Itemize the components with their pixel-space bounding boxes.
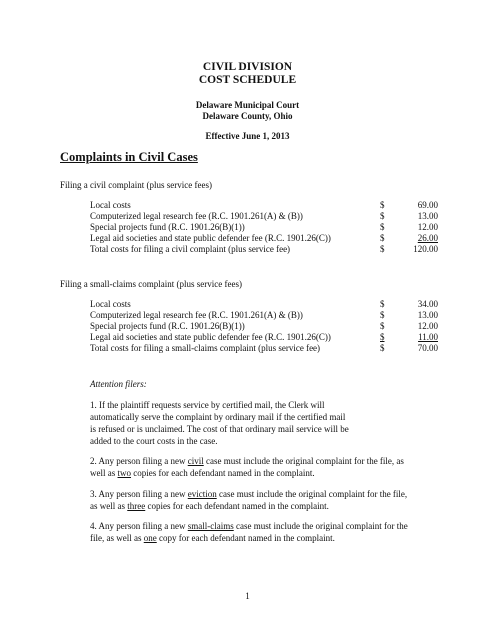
note-emphasis: eviction <box>187 489 217 499</box>
attention-text: Attention filers <box>90 379 144 389</box>
civil-intro: Filing a civil complaint (plus service fees) <box>60 180 212 190</box>
small-claims-fee-label: Local costs <box>90 299 131 309</box>
note-text: case must include the original complaint for the file, <box>216 489 408 499</box>
civil-fee-amount <box>380 200 438 211</box>
note-text: case must include the original complaint for the file, as <box>203 456 404 466</box>
note-1-line-3: is refused or is unclaimed. The cost of that ordinary mail service will be <box>90 424 349 434</box>
amount-value: 34.00 <box>417 299 438 309</box>
section-heading: Complaints in Civil Cases <box>60 150 198 164</box>
civil-fee-label: Legal aid societies and state public defender fee (R.C. 1901.26(C)) <box>90 233 331 243</box>
amount-value: 26.00 <box>417 233 438 243</box>
civil-fee-amount <box>380 233 438 244</box>
note-1-line-1: 1. If the plaintiff requests service by certified mail, the Clerk will <box>90 400 325 410</box>
note-text: copies for each defendant named in the complaint. <box>145 501 329 511</box>
small-claims-fee-label: Legal aid societies and state public defender fee (R.C. 1901.26(C)) <box>90 332 331 342</box>
amount-value: 13.00 <box>417 310 438 320</box>
note-text: well as <box>90 468 118 478</box>
small-claims-fee-amount <box>380 332 438 343</box>
note-4-line-2 <box>90 533 335 543</box>
civil-fee-amount <box>380 211 438 222</box>
amount-value: 70.00 <box>417 343 438 353</box>
small-claims-fee-label: Computerized legal research fee (R.C. 1901.261(A) & (B)) <box>90 310 303 320</box>
small-claims-total-amount <box>380 343 438 354</box>
court-name: Delaware Municipal Court <box>195 100 300 110</box>
note-1-line-2: automatically serve the complaint by ordinary mail if the certified mail <box>90 412 346 422</box>
civil-total-amount <box>380 244 438 255</box>
note-text: copy for each defendant named in the complaint. <box>156 533 335 543</box>
small-claims-fee-label: Special projects fund (R.C. 1901.26(B)(1)) <box>90 321 245 331</box>
effective-date: Effective June 1, 2013 <box>205 131 290 141</box>
note-text: copies for each defendant named in the complaint. <box>131 468 315 478</box>
civil-fee-label: Special projects fund (R.C. 1901.26(B)(1)) <box>90 222 245 232</box>
civil-fee-label: Local costs <box>90 200 131 210</box>
page-number: 1 <box>245 591 250 601</box>
dollar-sign: $ <box>380 310 385 320</box>
note-2-line-2 <box>90 468 315 478</box>
note-3-line-1 <box>90 489 407 499</box>
note-text: 4. Any person filing a new <box>90 521 188 531</box>
attention-filers-label: Attention filers: <box>90 379 147 389</box>
document-title-line2: COST SCHEDULE <box>198 74 297 86</box>
note-4-line-1 <box>90 521 408 531</box>
note-emphasis: two <box>117 468 131 478</box>
note-text: as well as <box>90 501 128 511</box>
note-text: file, as well as <box>90 533 144 543</box>
note-1-line-4: added to the court costs in the case. <box>90 436 218 446</box>
small-claims-intro: Filing a small-claims complaint (plus service fees) <box>60 279 242 289</box>
civil-fee-amount <box>380 222 438 233</box>
note-2-line-1 <box>90 456 404 466</box>
note-text: 3. Any person filing a new <box>90 489 188 499</box>
small-claims-fee-amount <box>380 299 438 310</box>
note-emphasis: one <box>143 533 157 543</box>
dollar-sign: $ <box>380 299 385 309</box>
small-claims-fee-amount <box>380 310 438 321</box>
county-name: Delaware County, Ohio <box>202 111 293 121</box>
dollar-sign: $ <box>380 233 385 243</box>
document-title-line1: CIVIL DIVISION <box>202 61 293 73</box>
note-emphasis: small-claims <box>187 521 234 531</box>
civil-total-label: Total costs for filing a civil complaint (plus service fee) <box>90 244 291 254</box>
small-claims-fee-amount <box>380 321 438 332</box>
amount-value: 120.00 <box>413 244 438 254</box>
small-claims-total-label: Total costs for filing a small-claims complaint (plus service fee) <box>90 343 321 353</box>
dollar-sign: $ <box>380 343 385 353</box>
note-text: 2. Any person filing a new <box>90 456 188 466</box>
amount-value: 12.00 <box>417 321 438 331</box>
amount-value: 69.00 <box>417 200 438 210</box>
dollar-sign: $ <box>380 222 385 232</box>
dollar-sign: $ <box>380 332 385 342</box>
dollar-sign: $ <box>380 321 385 331</box>
note-emphasis: three <box>127 501 146 511</box>
dollar-sign: $ <box>380 200 385 210</box>
note-3-line-2 <box>90 501 329 511</box>
note-text: case must include the original complaint for the <box>233 521 408 531</box>
amount-value: 11.00 <box>418 332 438 342</box>
amount-value: 12.00 <box>417 222 438 232</box>
civil-fee-label: Computerized legal research fee (R.C. 1901.261(A) & (B)) <box>90 211 303 221</box>
dollar-sign: $ <box>380 211 385 221</box>
dollar-sign: $ <box>380 244 385 254</box>
note-emphasis: civil <box>187 456 204 466</box>
amount-value: 13.00 <box>417 211 438 221</box>
